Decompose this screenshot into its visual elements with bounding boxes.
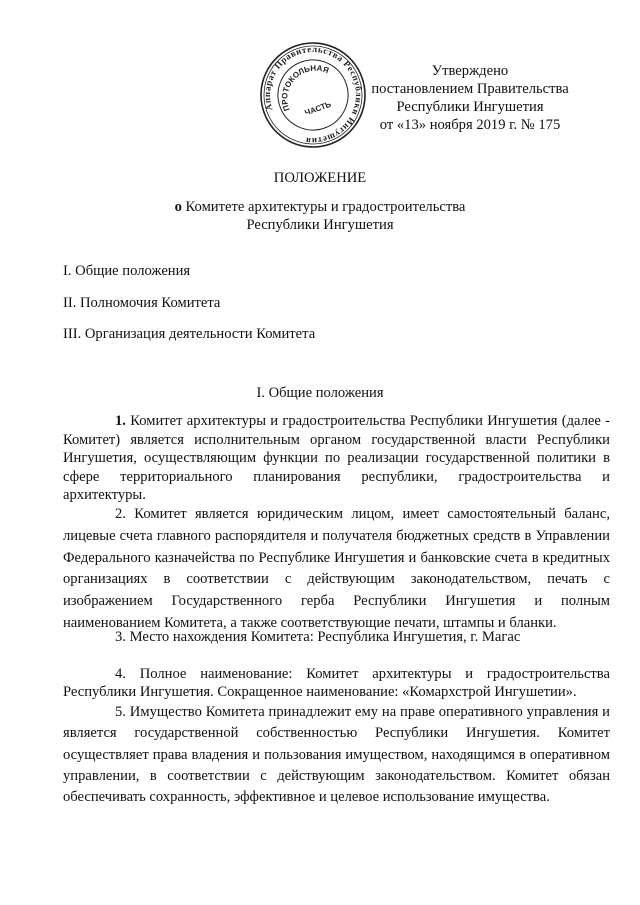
paragraph-1 <box>63 412 610 505</box>
approval-line: постановлением Правительства <box>371 81 569 97</box>
seal-center-text: ЧАСТЬ <box>303 99 333 118</box>
paragraph-5: 5. Имущество Комитета принадлежит ему на праве оперативного управления и является государственной собственностью Республики Ингушетия. Комитет осуществляет права владения и пользования имуществом, находящимся в оперативном управлении, в соответствии с действующим законодательством. Комитет обязан обеспечивать сохранность, эффективное и целевое использование имущества. <box>63 704 610 806</box>
paragraph-4: 4. Полное наименование: Комитет архитектуры и градостроительства Республики Ингушетия. Сокращенное наименование: «Комархстрой Ингушетии». <box>63 666 610 700</box>
document-title: ПОЛОЖЕНИЕ <box>273 170 367 186</box>
section-heading: I. Общие положения <box>256 385 384 401</box>
toc-item: III. Организация деятельности Комитета <box>63 326 316 342</box>
approval-line: Республики Ингушетия <box>396 99 544 115</box>
document-subtitle <box>0 198 640 234</box>
paragraph-2: 2. Комитет является юридическим лицом, имеет самостоятельный баланс, лицевые счета главного распорядителя и получателя бюджетных средств в Управлении Федерального казначейства по Республике Ингушетия и банковские счета в кредитных организациях в соответствии с действующим законодательством, печать с изображением Государственного герба Республики Ингушетия и полным наименованием Комитета, а также соответствующие печати, штампы и бланки. <box>63 506 610 631</box>
approval-date: от «13» ноября 2019 г. № 175 <box>379 117 561 133</box>
subtitle-prefix: о <box>174 199 182 215</box>
paragraph-3: 3. Место нахождения Комитета: Республика Ингушетия, г. Магас <box>115 629 521 645</box>
subtitle-line-2: Республики Ингушетия <box>246 217 394 233</box>
toc-item: I. Общие положения <box>63 263 191 279</box>
toc-item: II. Полномочия Комитета <box>63 295 221 311</box>
seal-outer-text: Аппарат Правительства Республики Ингушетия <box>261 43 365 147</box>
paragraph-text: Комитет архитектуры и градостроительства Республики Ингушетия (далее - Комитет) является исполнительным органом государственной власти Республики Ингушетия, осуществляющим функции по реализации государственной политики в сфере территориального планирования республики, градостроительства и архитектуры. <box>63 413 610 504</box>
approval-block <box>350 62 590 134</box>
approval-line: Утверждено <box>431 63 509 79</box>
paragraph-number: 1. <box>115 413 126 429</box>
seal-inner-text: ПРОТОКОЛЬНАЯ <box>280 63 330 113</box>
subtitle-line-1: Комитете архитектуры и градостроительства <box>181 199 466 215</box>
